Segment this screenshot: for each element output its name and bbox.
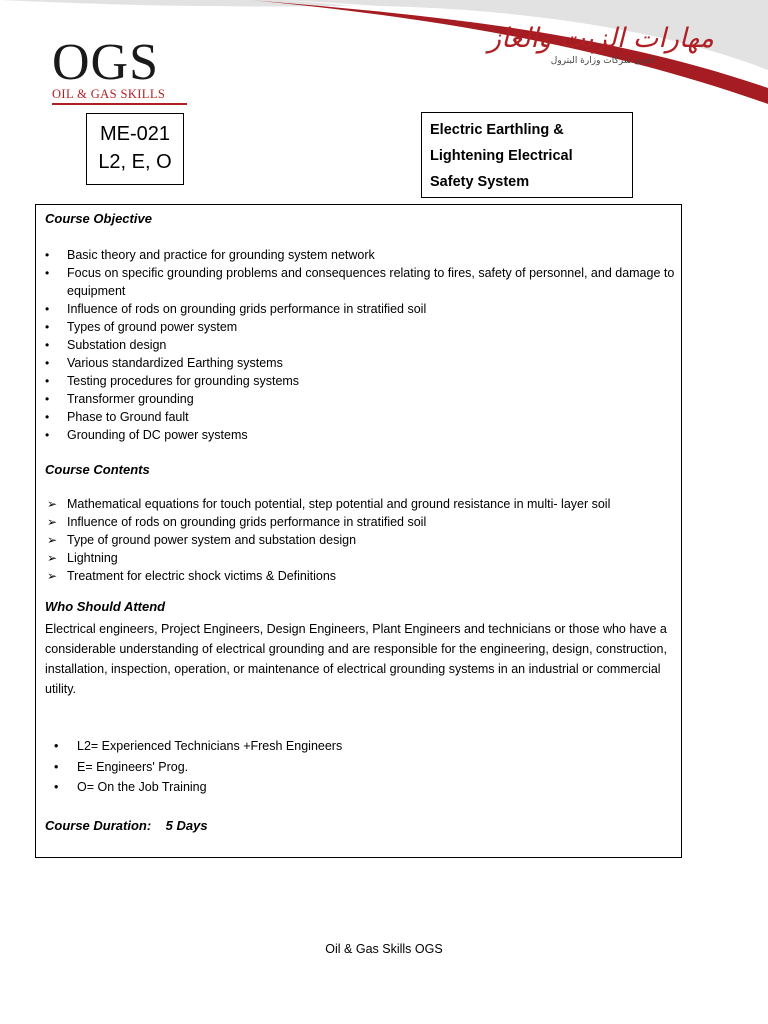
list-item: • Testing procedures for grounding systems [36,372,681,390]
course-title-line: Safety System [430,174,530,190]
list-item: • Transformer grounding [36,390,681,408]
list-item: ➢ Mathematical equations for touch potential, step potential and ground resistance in multi- layer soil [36,495,681,513]
course-title-box [421,112,633,198]
list-item: • Focus on specific grounding problems and consequences relating to fires, safety of personnel, and damage to equipment [36,264,681,300]
course-details-box [35,204,682,858]
page-footer: Oil & Gas Skills OGS [325,942,443,956]
list-item: • Types of ground power system [36,318,681,336]
list-item: • Phase to Ground fault [36,408,681,426]
list-item: • Grounding of DC power systems [36,426,681,444]
objective-list [36,246,681,444]
duration-label: Course Duration: [45,818,152,833]
contents-heading: Course Contents [45,462,150,477]
legend-item: • E= Engineers' Prog. [36,757,342,778]
arabic-brand-subtitle: احدى شركات وزارة البترول [550,56,654,66]
duration-value: 5 Days [165,818,208,833]
list-item: • Basic theory and practice for grounding system network [36,246,681,264]
legend-item: • L2= Experienced Technicians +Fresh Engineers [36,736,342,757]
course-duration [45,818,208,833]
contents-list [36,495,681,585]
list-item: ➢ Lightning [36,549,681,567]
list-item: ➢ Influence of rods on grounding grids performance in stratified soil [36,513,681,531]
legend-item: • O= On the Job Training [36,777,342,798]
list-item: • Substation design [36,336,681,354]
course-title-line: Electric Earthling & [430,122,564,138]
course-title-line: Lightening Electrical [430,148,573,164]
logo-wordmark: OGS [52,34,160,91]
arabic-brand [488,24,714,66]
objective-heading: Course Objective [45,211,152,226]
ogs-logo [52,34,194,105]
arabic-brand-name: مهارات الزيت والغاز [488,23,714,54]
list-item: ➢ Type of ground power system and substation design [36,531,681,549]
list-item: ➢ Treatment for electric shock victims & Definitions [36,567,681,585]
audience-heading: Who Should Attend [45,599,166,614]
course-code: ME-021 [99,123,171,145]
course-code-box [86,113,184,185]
level-legend [36,736,342,798]
course-levels: L2, E, O [98,151,172,173]
list-item: • Various standardized Earthing systems [36,354,681,372]
list-item: • Influence of rods on grounding grids performance in stratified soil [36,300,681,318]
audience-text: Electrical engineers, Project Engineers, Design Engineers, Plant Engineers and technicians or those who have a considerable understanding of electrical grounding and are responsible for the engineering, design, construction, installation, inspection, operation, or maintenance of electrical grounding systems in an industrial or commercial utility. [45,622,667,696]
logo-tagline: OIL & GAS SKILLS [52,87,187,105]
